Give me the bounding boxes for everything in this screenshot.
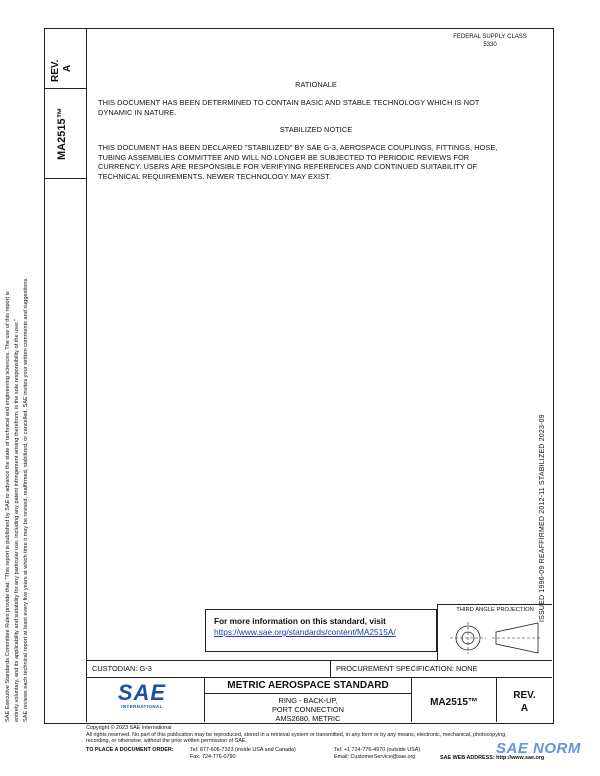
supply-class-label: FEDERAL SUPPLY CLASS: [453, 34, 527, 40]
title-rev-label: REV.: [513, 690, 536, 701]
standard-title: METRIC AEROSPACE STANDARD: [227, 680, 389, 691]
side-rev-value: A: [62, 64, 73, 72]
custodian-divider: [330, 660, 331, 677]
title-rev-block: [497, 689, 552, 715]
side-notice-line: SAE reviews each technical report at least every five years at which time it may be revised, reaffirmed, stabilized, or cancelled. SAE invites your written comments and suggestions.: [23, 277, 29, 722]
rev-box-divider: [44, 88, 86, 89]
stabilized-line: TUBING ASSEMBLIES COMMITTEE AND WILL NO LONGER BE SUBJECTED TO PERIODIC REVIEWS FOR: [98, 152, 470, 162]
rationale-heading: RATIONALE: [295, 80, 337, 89]
info-box-text: For more information on this standard, visit: [214, 616, 386, 626]
custodian-row-line: [86, 677, 552, 678]
part-line: PORT CONNECTION: [272, 705, 344, 714]
side-notice-line: entirely voluntary, and its applicability and suitability for any particular use, including any patent infringement arising therefrom, is the sole responsibility of the user.": [14, 318, 20, 722]
fax: Fax: 724-776-0790: [190, 754, 236, 760]
rationale-line: THIS DOCUMENT HAS BEEN DETERMINED TO CONTAIN BASIC AND STABLE TECHNOLOGY WHICH IS NOT: [98, 98, 480, 107]
rights-line: All rights reserved. No part of this publication may be reproduced, stored in a retrieval system or transmitted, in any form or by any means, electronic, mechanical, photocopying,: [86, 731, 507, 738]
procurement-label: PROCUREMENT SPECIFICATION: NONE: [336, 664, 478, 673]
info-box: [205, 609, 437, 652]
footer: [86, 725, 556, 745]
title-rev-value: A: [520, 703, 529, 714]
left-column-divider: [86, 28, 87, 722]
email: Email: CustomerService@sae.org: [334, 754, 416, 760]
side-rev-block: [50, 60, 74, 82]
stabilized-line: TECHNICAL REQUIREMENTS. NEWER TECHNOLOGY MAY EXIST.: [98, 171, 331, 181]
stabilized-heading: STABILIZED NOTICE: [279, 125, 353, 134]
title-underline: [204, 693, 411, 694]
tel-international: Tel: +1 724-776-4970 (outside USA): [334, 747, 421, 753]
part-line: RING - BACK-UP,: [278, 696, 338, 705]
part-line: AMS2680, METRIC: [275, 714, 341, 723]
sae-logo: [112, 682, 172, 709]
sae-logo-subtext: INTERNATIONAL: [121, 704, 163, 709]
tel-domestic: Tel: 877-606-7323 (inside USA and Canada): [190, 747, 296, 753]
projection-box: [437, 604, 552, 660]
title-doc-number: MA2515™: [430, 697, 478, 708]
stabilized-line: THIS DOCUMENT HAS BEEN DECLARED "STABILIZED" BY SAE G-3, AEROSPACE COUPLINGS, FITTINGS, HOSE,: [98, 143, 498, 152]
copyright: Copyright © 2023 SAE International: [86, 725, 172, 731]
rationale-line: DYNAMIC IN NATURE.: [98, 107, 177, 117]
web-address: SAE WEB ADDRESS: http://www.sae.org: [440, 755, 545, 761]
title-block-top-line: [86, 660, 552, 661]
rights-line: recording, or otherwise, without the prior written permission of SAE.: [86, 738, 247, 745]
side-notice: [4, 182, 31, 722]
stabilized-text: [98, 143, 544, 181]
custodian-label: CUSTODIAN: G-3: [92, 664, 152, 673]
side-dates: ISSUED 1996-09 REAFFIRMED 2012-11 STABILIZED 2023-09: [539, 414, 546, 622]
side-rev-label: REV.: [50, 59, 61, 82]
part-description: [205, 696, 411, 723]
side-notice-line: SAE Executive Standards Committee Rules provide that: "This report is published by SAE to advance the state of technical and engineering sciences. The use of this report is: [5, 291, 11, 722]
third-angle-projection-icon: [438, 613, 552, 657]
supply-class-value: 5330: [483, 42, 497, 48]
watermark-brand: SAE NORM: [496, 740, 581, 757]
rationale-text: [98, 98, 538, 117]
docnum-box-divider: [44, 178, 86, 179]
order-label: TO PLACE A DOCUMENT ORDER:: [86, 747, 174, 753]
header-block: [440, 33, 540, 49]
sae-logo-text: SAE: [117, 680, 167, 705]
standard-link[interactable]: https://www.sae.org/standards/content/MA2515A/: [214, 627, 396, 637]
footer-contact-left: [190, 747, 296, 761]
side-doc-number: MA2515™: [56, 107, 68, 160]
footer-contact-right: [334, 747, 420, 761]
projection-label: THIRD ANGLE PROJECTION: [456, 607, 534, 613]
stabilized-line: CURRENCY. USERS ARE RESPONSIBLE FOR VERIFYING REFERENCES AND CONTINUED SUITABILITY OF: [98, 162, 478, 171]
